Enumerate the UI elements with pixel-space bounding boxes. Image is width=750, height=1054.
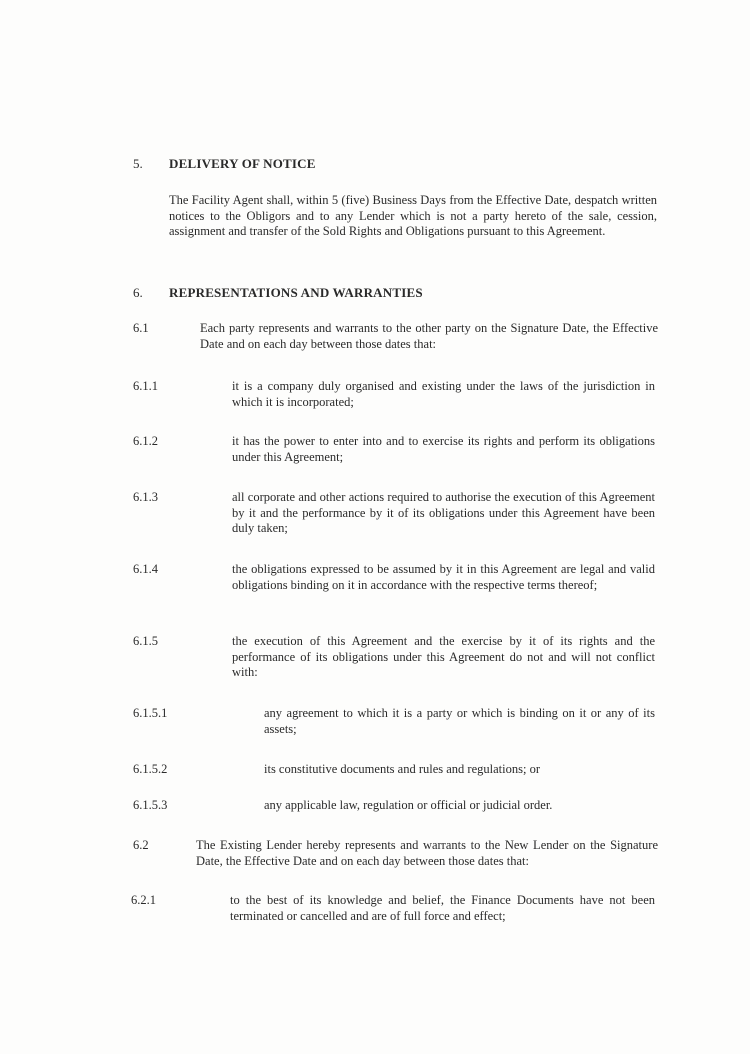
- clause-text: to the best of its knowledge and belief, the Finance Documents have not been terminated or cancelled and are of full force and effect;: [230, 893, 655, 923]
- section-5-heading: [133, 156, 533, 174]
- clause-6-1-1: [133, 379, 655, 413]
- clause-6-2-1: [131, 893, 655, 927]
- clause-text: all corporate and other actions required to authorise the execution of this Agreement by it and the performance by it of its obligations under this Agreement have been duly taken;: [232, 490, 655, 535]
- clause-number: 6.1.1: [133, 379, 158, 393]
- clause-6-1-5-2: [133, 762, 655, 780]
- clause-number: 6.1.3: [133, 490, 158, 504]
- clause-number: 6.2.1: [131, 893, 156, 907]
- clause-number: 6.1.5.2: [133, 762, 168, 776]
- section-6-number: 6.: [133, 285, 143, 300]
- clause-6-1-5-1: [133, 706, 655, 740]
- clause-6-1-5: [133, 634, 655, 684]
- clause-text: the obligations expressed to be assumed by it in this Agreement are legal and valid obligations binding on it in accordance with the respective terms thereof;: [232, 562, 655, 592]
- clause-text: its constitutive documents and rules and regulations; or: [264, 762, 540, 776]
- clause-text: it is a company duly organised and existing under the laws of the jurisdiction in which it is incorporated;: [232, 379, 655, 409]
- clause-text: any agreement to which it is a party or which is binding on it or any of its assets;: [264, 706, 655, 736]
- clause-text: Each party represents and warrants to the other party on the Signature Date, the Effective Date and on each day between those dates that:: [200, 321, 658, 351]
- clause-number: 6.1.5.3: [133, 798, 168, 812]
- clause-number: 6.1.5: [133, 634, 158, 648]
- section-5-title: DELIVERY OF NOTICE: [169, 156, 316, 171]
- clause-6-1-4: [133, 562, 655, 612]
- section-6-heading: [133, 285, 533, 303]
- clause-number: 6.1.5.1: [133, 706, 168, 720]
- clause-6-2: [133, 838, 658, 872]
- section-6-title: REPRESENTATIONS AND WARRANTIES: [169, 285, 423, 300]
- clause-6-1: [133, 321, 658, 355]
- clause-text: the execution of this Agreement and the exercise by it of its rights and the performance of its obligations under this Agreement do not and will not conflict with:: [232, 634, 655, 679]
- clause-number: 6.1: [133, 321, 149, 335]
- clause-6-1-2: [133, 434, 655, 468]
- clause-6-1-3: [133, 490, 655, 540]
- clause-text: it has the power to enter into and to exercise its rights and perform its obligations under this Agreement;: [232, 434, 655, 464]
- clause-text: The Existing Lender hereby represents and warrants to the New Lender on the Signature Date, the Effective Date and on each day between those dates that:: [196, 838, 658, 868]
- clause-number: 6.1.4: [133, 562, 158, 576]
- clause-6-1-5-3: [133, 798, 655, 816]
- clause-number: 6.2: [133, 838, 149, 852]
- clause-number: 6.1.2: [133, 434, 158, 448]
- section-5-number: 5.: [133, 156, 143, 171]
- clause-text: any applicable law, regulation or official or judicial order.: [264, 798, 553, 812]
- section-5-body: The Facility Agent shall, within 5 (five) Business Days from the Effective Date, despatch written notices to the Obligors and to any Lender which is not a party hereto of the sale, cession, assignment and transfer of the Sold Rights and Obligations pursuant to this Agreement.: [169, 193, 657, 238]
